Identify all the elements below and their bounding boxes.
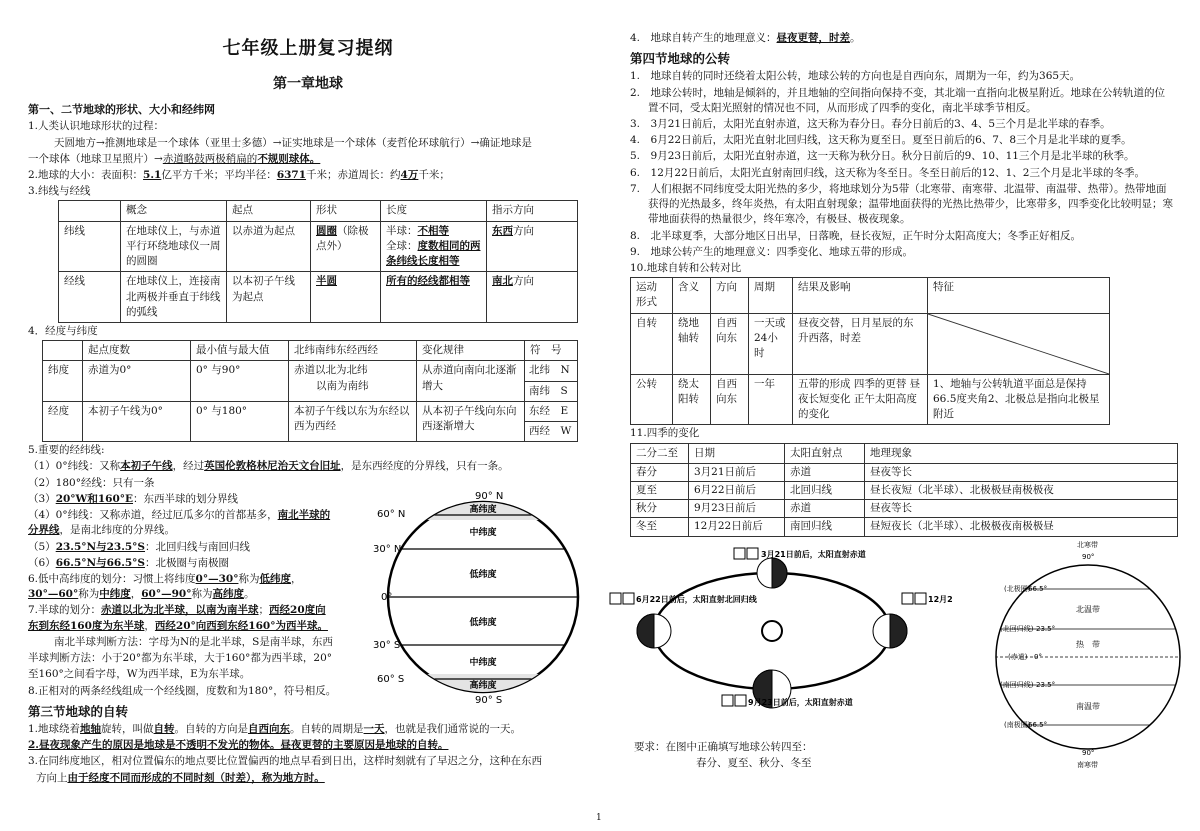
left-column [28,0,588,787]
para-1a: 天圆地方→推测地球是一个球体（亚里士多德）→证实地球是一个球体（麦哲伦环球航行）→确证地球是 [54,136,532,149]
section-heading: 第三节地球的自转 [28,703,129,719]
page-title: 七年级上册复习提纲 [222,38,394,59]
lat-label: 30° S [373,640,401,652]
requirement: 要求：在图中正确填写地球公转四至： [634,740,813,753]
table-row: 秋分 9月23日前后 赤道 昼夜等长 [631,500,1178,518]
figures-row [630,540,1175,773]
deg-label: 0° [1034,652,1042,661]
seasons-table: 二分二至 日期 太阳直射点 地理现象 春分 3月21日前后 赤道 昼夜等长 夏至 6月22日前后 北回归线 昼长夜短（北半球）、北极极昼南极极夜 秋分 9月23日前后 赤道 昼夜等长 冬至 12月22日前后 南回归线 昼短夜长（北半球）、北极极夜南极极昼 [630,443,1178,537]
deg-label: 90° [1082,748,1095,757]
circle-label: (南回归线) [1000,680,1034,689]
revolution-8: 8. 北半球夏季，大部分地区日出早，日落晚，昼长夜短，正午时分太阳高度大；冬季正好相反。 [630,229,1082,242]
zone-label: 高纬度 [469,505,497,516]
para-7f: 半球判断方法：小于20°都为东半球，大于160°都为西半球，20° [28,652,333,665]
revolution-1: 1. 地球自转的同时还绕着太阳公转，地球公转的方向也是自西向东，周期为一年，约为365天。 [630,70,1081,83]
revolution-3: 3. 3月21日前后，太阳光直射赤道，这天称为春分日。春分日前后的3、4、5三个月是北半球的春季。 [630,118,1111,130]
para-10: 10.地球自转和公转对比 [630,261,742,274]
zone-label: 中纬度 [469,658,497,669]
circle-label: (北极圈) [1004,584,1031,593]
zone-label: 中纬度 [469,528,497,539]
rotation-1: 1.地球绕着地轴旋转，叫做自转。自转的方向是自西向东。自转的周期是一天，也就是我们通常说的一天。 [28,722,522,735]
orbit-label-summer: 6月22日前后，太阳直射北回归线 [636,594,757,604]
para-4: 4．经度与纬度 [28,324,98,337]
orbit-label-winter: 12月2 [928,594,953,604]
para-7: 7.半球的划分：赤道以北为北半球，以南为南半球；西经20度向 东到东经160度为东半球，西经20°向西到东经160°为西半球。 [28,604,328,632]
revolution-9: 9. 地球公转产生的地理意义：四季变化、地球五带的形成。 [630,245,914,258]
para-5-1: （1）0°纬线：又称本初子午线，经过英国伦敦格林尼治天文台旧址，是东西经度的分界线，只有一条。 [28,460,509,473]
deg-label: 66.5° [1028,584,1048,593]
rotation-3b: 方向上由于经度不同而形成的不同时刻（时差），称为地方时。 [36,771,325,784]
five-zones-diagram [980,539,1170,769]
lat-label: 90° N [475,491,504,503]
lat-label: 30° N [373,544,402,556]
para-7e: 南北半球判断方法：字母为N的是北半球，S是南半球，东西 [54,635,333,648]
zone-label: 低纬度 [469,570,497,581]
chapter-title: 第一章地球 [273,76,343,93]
zone-band: 南温带 [1076,701,1100,711]
para-5-5: （5）23.5°N与23.5°S：北回归线与南回归线 [28,540,251,553]
revolution-7: 7. 人们根据不同纬度受太阳光热的多少，将地球划分为5带（北寒带、南寒带、北温带、南温带、热带）。热带地面获得的光热最多，终年炎热，有太阳直射现象；温带地面获得的光热比热带少，比寒带多，四季变化比较明显；寒带地面获得的热量很少，终年寒冷，有极昼、极夜现象。 [630,182,1173,226]
lat-label: 60° S [377,674,405,686]
rotation-revolution-table: 运动形式 含义 方向 周期 结果及影响 特征 自转 绕地轴转 自西向东 一天或24小时 昼夜交替，日月星辰的东升西落，时差 公转 绕太阳转 自西向东 一年 五带的形成 四季的更替 昼夜长短变化 正午太阳高度的变化 1、地轴与公转轨道平面总是保持66.5度夹角2、北极总是指向北极星附近 [630,277,1110,425]
deg-label: 23.5° [1036,624,1056,633]
diagonal-slash [928,314,1109,374]
revolution-6: 6. 12月22日前后，太阳光直射南回归线，这天称为冬至日。冬至日前后的12、1、2三个月是北半球的冬季。 [630,166,1145,179]
requirement-items: 春分、夏至、秋分、冬至 [696,756,812,769]
section-heading: 第四节地球的公转 [630,51,731,67]
para-3: 3.纬线与经线 [28,185,91,198]
table-row: 夏至 6月22日前后 北回归线 昼长夜短（北半球）、北极极昼南极极夜 [631,481,1178,499]
rotation-4: 4. 地球自转产生的地理意义：昼夜更替，时差。 [630,32,861,44]
parallel-meridian-table: 概念 起点 形状 长度 指示方向 纬线 在地球仪上，与赤道平行环绕地球仪一周的圆圈 以赤道为起点 圆圈（除极点外） 半球：不相等 全球：度数相同的两条纬线长度相等 东西方向 经线 在地球仪上，连接南北两极并垂直于纬线的弧线 以本初子午线为起点 半圆 所有的经线都相等 南北方向 [58,200,578,323]
para-6: 6.低中高纬度的划分：习惯上将纬度0°—30°称为低纬度， 30°—60°称为中纬度，60°—90°称为高纬度。 [28,573,302,601]
para-5-6: （6）66.5°N与66.5°S：北极圈与南极圈 [28,556,230,569]
rotation-2: 2.昼夜现象产生的原因是地球是不透明不发光的物体。昼夜更替的主要原因是地球的自转。 [28,739,449,752]
orbit-label-autumn: 9月23日前后，太阳直射赤道 [748,697,853,707]
deg-label: 23.5° [1036,680,1056,689]
table-row: 冬至 12月22日前后 南回归线 昼短夜长（北半球）、北极极夜南极极昼 [631,518,1178,536]
zone-bottom: 南寒带 [1077,760,1098,769]
right-column [630,30,1175,773]
revolution-2: 2. 地球公转时，地轴是倾斜的，并且地轴的空间指向保持不变，其北端一直指向北极星附近。地球在公转轨道的位置不同，受太阳光照射的情况也不同，从而形成了四季的变化，南北半球季节相反。 [630,86,1166,114]
section-heading: 第一、二节地球的形状、大小和经纬网 [28,103,215,117]
orbit-label-spring: 3月21日前后，太阳直射赤道 [761,549,866,559]
revolution-5: 5. 9月23日前后，太阳光直射赤道，这一天称为秋分日。秋分日前后的9、10、11三个月是北半球的秋季。 [630,150,1135,163]
revolution-4: 4. 6月22日前后，太阳光直射北回归线，这天称为夏至日。夏至日前后的6、7、8三个月是北半球的夏季。 [630,134,1132,147]
para-5-2: （2）180°经线：只有一条 [28,476,155,489]
zone-top: 北寒带 [1077,540,1098,549]
lat-label: 60° N [377,509,406,521]
page-number: 1 [596,812,602,823]
para-5-3: （3）20°W和160°E：东西半球的划分界线 [28,492,239,505]
deg-label: 90° [1082,552,1095,561]
para-7g: 至160°之间看字母，W为西半球，E为东半球。 [28,668,251,681]
para-1: 1.人类认识地球形状的过程： [28,120,165,133]
circle-label: (赤道) [1008,652,1028,661]
lat-label: 90° S [475,695,503,707]
rotation-3a: 3.在同纬度地区，相对位置偏东的地点要比位置偏西的地点早看到日出，这样时刻就有了早迟之分，这种在东西 [28,755,543,768]
circle-label: (南极圈) [1004,720,1031,729]
zone-band: 热 带 [1076,639,1100,649]
zone-band: 北温带 [1076,604,1100,614]
deg-label: 66.5° [1028,720,1048,729]
table-row: 春分 3月21日前后 赤道 昼夜等长 [631,463,1178,481]
zone-label: 高纬度 [469,681,497,692]
circle-label: (北回归线) [1000,624,1034,633]
para-1b: 一个球体（地球卫星照片）→赤道略鼓两极稍扁的不规则球体。 [28,152,321,165]
para-11: 11.四季的变化 [630,427,700,440]
lat-long-table: 起点度数 最小值与最大值 北纬南纬东经西经 变化规律 符 号 纬度 赤道为0° 0° 与90° 赤道以北为北纬 以南为南纬 从赤道向南向北逐渐增大 北纬 N 南纬 S 经度 本初子午线为0° 0° 与180° 本初子午线以东为东经以西为西经 从本初子午线向东向西逐渐增大 东经 E 西经 W [42,340,578,442]
earth-orbit-diagram [602,543,953,743]
latitude-zones-globe [373,485,573,705]
lat-label: 0° [381,592,393,604]
zone-label: 低纬度 [469,618,497,629]
para-2: 2.地球的大小：表面积：5.1亿平方千米；平均半径：6371千米；赤道周长：约4万千米； [28,168,450,181]
para-5-4: （4）0°纬线：又称赤道，经过厄瓜多尔的首都基多，南北半球的 分界线，是南北纬度的分界线。 [28,509,331,537]
para-5: 5.重要的经纬线: [28,444,105,457]
para-8: 8.正相对的两条经线组成一个经线圈，度数和为180°，符号相反。 [28,684,337,697]
